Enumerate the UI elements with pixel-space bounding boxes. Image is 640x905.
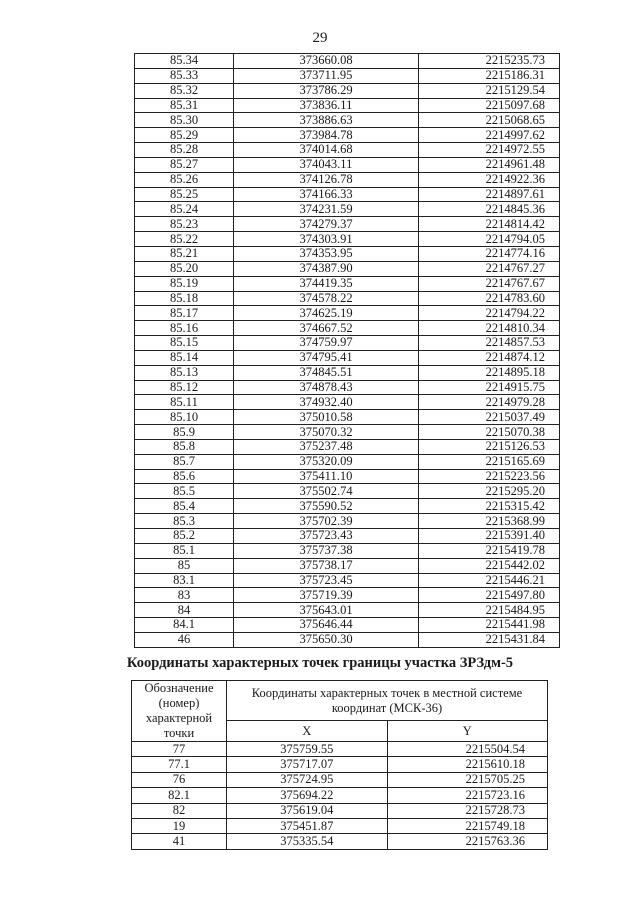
y-coordinate-cell: 2215728.73 <box>387 803 548 818</box>
table-row <box>135 469 560 484</box>
x-coordinate-cell: 375010.58 <box>234 410 419 425</box>
table-row <box>135 202 560 217</box>
x-coordinate-cell: 375717.07 <box>227 757 388 772</box>
table-row <box>135 261 560 276</box>
table-row <box>135 54 560 69</box>
y-coordinate-cell: 2215223.56 <box>419 469 560 484</box>
point-number-cell: 19 <box>132 818 227 833</box>
x-coordinate-cell: 374279.37 <box>234 217 419 232</box>
y-coordinate-cell: 2214857.53 <box>419 336 560 351</box>
x-coordinate-cell: 375502.74 <box>234 484 419 499</box>
y-coordinate-cell: 2215037.49 <box>419 410 560 425</box>
y-coordinate-cell: 2214874.12 <box>419 350 560 365</box>
point-number-cell: 85.3 <box>135 514 234 529</box>
y-coordinate-cell: 2215749.18 <box>387 818 548 833</box>
y-coordinate-cell: 2214961.48 <box>419 157 560 172</box>
y-coordinate-cell: 2215763.36 <box>387 834 548 849</box>
y-coordinate-cell: 2215419.78 <box>419 543 560 558</box>
y-coordinate-cell: 2215165.69 <box>419 454 560 469</box>
x-coordinate-cell: 375590.52 <box>234 499 419 514</box>
y-coordinate-cell: 2215705.25 <box>387 772 548 787</box>
table-row <box>135 172 560 187</box>
x-coordinate-cell: 373711.95 <box>234 68 419 83</box>
y-coordinate-cell: 2215186.31 <box>419 68 560 83</box>
x-coordinate-cell: 375694.22 <box>227 788 388 803</box>
y-coordinate-cell: 2215446.21 <box>419 573 560 588</box>
x-coordinate-cell: 375702.39 <box>234 514 419 529</box>
y-coordinate-cell: 2215368.99 <box>419 514 560 529</box>
table-row <box>135 157 560 172</box>
y-coordinate-cell: 2214814.42 <box>419 217 560 232</box>
table-row <box>135 128 560 143</box>
table-row <box>135 603 560 618</box>
x-coordinate-cell: 375619.04 <box>227 803 388 818</box>
y-coordinate-cell: 2215391.40 <box>419 529 560 544</box>
table-row <box>132 803 548 818</box>
table-row <box>135 276 560 291</box>
table-row <box>135 336 560 351</box>
y-coordinate-cell: 2214794.22 <box>419 306 560 321</box>
point-number-cell: 85.20 <box>135 261 234 276</box>
x-coordinate-cell: 373660.08 <box>234 54 419 69</box>
table-row <box>132 788 548 803</box>
x-coordinate-cell: 374419.35 <box>234 276 419 291</box>
y-coordinate-cell: 2214767.27 <box>419 261 560 276</box>
zrzdm5-table-body <box>132 742 548 850</box>
table-row <box>135 98 560 113</box>
point-number-cell: 85.11 <box>135 395 234 410</box>
point-number-cell: 85 <box>135 558 234 573</box>
x-column-header: X <box>227 721 388 742</box>
point-number-cell: 77 <box>132 742 227 757</box>
point-number-cell: 77.1 <box>132 757 227 772</box>
y-coordinate-cell: 2214997.62 <box>419 128 560 143</box>
y-coordinate-cell: 2215723.16 <box>387 788 548 803</box>
point-number-cell: 84 <box>135 603 234 618</box>
x-coordinate-cell: 375070.32 <box>234 425 419 440</box>
x-coordinate-cell: 374387.90 <box>234 261 419 276</box>
x-coordinate-cell: 375646.44 <box>234 618 419 633</box>
y-coordinate-cell: 2215484.95 <box>419 603 560 618</box>
table-row <box>135 529 560 544</box>
y-coordinate-cell: 2214972.55 <box>419 143 560 158</box>
point-number-cell: 85.5 <box>135 484 234 499</box>
x-coordinate-cell: 375650.30 <box>234 632 419 647</box>
table-row <box>135 380 560 395</box>
table-row <box>132 772 548 787</box>
y-coordinate-cell: 2215068.65 <box>419 113 560 128</box>
table-row <box>135 113 560 128</box>
point-number-cell: 85.28 <box>135 143 234 158</box>
y-coordinate-cell: 2214897.61 <box>419 187 560 202</box>
table-row <box>132 757 548 772</box>
point-number-cell: 85.22 <box>135 232 234 247</box>
x-coordinate-cell: 375237.48 <box>234 439 419 454</box>
y-coordinate-cell: 2214783.60 <box>419 291 560 306</box>
x-coordinate-cell: 374014.68 <box>234 143 419 158</box>
table-row <box>135 83 560 98</box>
point-number-cell: 85.15 <box>135 336 234 351</box>
y-coordinate-cell: 2215442.02 <box>419 558 560 573</box>
point-number-cell: 76 <box>132 772 227 787</box>
x-coordinate-cell: 373786.29 <box>234 83 419 98</box>
point-number-cell: 85.1 <box>135 543 234 558</box>
table-row <box>135 217 560 232</box>
y-coordinate-cell: 2214895.18 <box>419 365 560 380</box>
y-coordinate-cell: 2215504.54 <box>387 742 548 757</box>
point-number-cell: 85.19 <box>135 276 234 291</box>
y-coordinate-cell: 2215235.73 <box>419 54 560 69</box>
y-coordinate-cell: 2214767.67 <box>419 276 560 291</box>
y-coordinate-cell: 2214845.36 <box>419 202 560 217</box>
y-coordinate-cell: 2215070.38 <box>419 425 560 440</box>
x-coordinate-cell: 374932.40 <box>234 395 419 410</box>
x-coordinate-cell: 373886.63 <box>234 113 419 128</box>
point-number-cell: 85.8 <box>135 439 234 454</box>
coordinates-table-continued <box>134 53 560 648</box>
y-coordinate-cell: 2214774.16 <box>419 246 560 261</box>
point-number-cell: 85.2 <box>135 529 234 544</box>
x-coordinate-cell: 374845.51 <box>234 365 419 380</box>
table-row <box>135 573 560 588</box>
point-number-cell: 82 <box>132 803 227 818</box>
x-coordinate-cell: 375643.01 <box>234 603 419 618</box>
x-coordinate-cell: 374166.33 <box>234 187 419 202</box>
point-number-cell: 85.33 <box>135 68 234 83</box>
x-coordinate-cell: 374353.95 <box>234 246 419 261</box>
point-number-cell: 85.13 <box>135 365 234 380</box>
x-coordinate-cell: 375723.43 <box>234 529 419 544</box>
table-row <box>135 246 560 261</box>
point-number-cell: 85.25 <box>135 187 234 202</box>
point-number-cell: 84.1 <box>135 618 234 633</box>
table-row <box>135 232 560 247</box>
table-row <box>135 291 560 306</box>
table-row <box>135 558 560 573</box>
x-coordinate-cell: 373836.11 <box>234 98 419 113</box>
y-coordinate-cell: 2215497.80 <box>419 588 560 603</box>
coordinates-table-body <box>135 54 560 648</box>
point-number-cell: 82.1 <box>132 788 227 803</box>
table-row <box>135 499 560 514</box>
point-number-cell: 46 <box>135 632 234 647</box>
point-number-cell: 85.12 <box>135 380 234 395</box>
x-coordinate-cell: 374303.91 <box>234 232 419 247</box>
point-number-cell: 85.27 <box>135 157 234 172</box>
x-coordinate-cell: 374625.19 <box>234 306 419 321</box>
y-coordinate-cell: 2214810.34 <box>419 321 560 336</box>
table-header-row <box>132 681 548 721</box>
point-number-cell: 85.14 <box>135 350 234 365</box>
y-coordinate-cell: 2215431.84 <box>419 632 560 647</box>
y-coordinate-cell: 2214922.36 <box>419 172 560 187</box>
table-row <box>132 818 548 833</box>
x-coordinate-cell: 375411.10 <box>234 469 419 484</box>
x-coordinate-cell: 374878.43 <box>234 380 419 395</box>
table-row <box>135 350 560 365</box>
table-row <box>135 439 560 454</box>
y-coordinate-cell: 2215295.20 <box>419 484 560 499</box>
coordinates-system-header: Координаты характерных точек в местной системе координат (МСК-36) <box>227 681 548 721</box>
table-row <box>135 632 560 647</box>
table-row <box>135 143 560 158</box>
table-row <box>135 395 560 410</box>
point-number-cell: 85.23 <box>135 217 234 232</box>
x-coordinate-cell: 374578.22 <box>234 291 419 306</box>
point-number-cell: 85.4 <box>135 499 234 514</box>
point-number-cell: 85.18 <box>135 291 234 306</box>
y-coordinate-cell: 2215126.53 <box>419 439 560 454</box>
y-coordinate-cell: 2215129.54 <box>419 83 560 98</box>
page-number: 29 <box>312 30 328 46</box>
y-coordinate-cell: 2215610.18 <box>387 757 548 772</box>
point-number-cell: 85.16 <box>135 321 234 336</box>
table-row <box>135 306 560 321</box>
section-heading: Координаты характерных точек границы участка ЗРЗдм-5 <box>126 655 514 671</box>
x-coordinate-cell: 375335.54 <box>227 834 388 849</box>
y-coordinate-cell: 2215441.98 <box>419 618 560 633</box>
table-row <box>135 365 560 380</box>
point-number-cell: 85.30 <box>135 113 234 128</box>
point-number-cell: 85.7 <box>135 454 234 469</box>
table-row <box>135 321 560 336</box>
y-coordinate-cell: 2215097.68 <box>419 98 560 113</box>
point-number-cell: 85.9 <box>135 425 234 440</box>
y-coordinate-cell: 2214915.75 <box>419 380 560 395</box>
table-row <box>135 514 560 529</box>
point-number-cell: 83 <box>135 588 234 603</box>
x-coordinate-cell: 374126.78 <box>234 172 419 187</box>
point-number-cell: 85.29 <box>135 128 234 143</box>
table-row <box>132 834 548 849</box>
point-number-cell: 85.24 <box>135 202 234 217</box>
point-number-cell: 85.31 <box>135 98 234 113</box>
table-row <box>135 425 560 440</box>
point-number-cell: 83.1 <box>135 573 234 588</box>
table-row <box>135 410 560 425</box>
table-row <box>135 588 560 603</box>
point-number-header: Обозначение (номер) характерной точки <box>132 681 227 742</box>
x-coordinate-cell: 375719.39 <box>234 588 419 603</box>
x-coordinate-cell: 375451.87 <box>227 818 388 833</box>
x-coordinate-cell: 374043.11 <box>234 157 419 172</box>
x-coordinate-cell: 375320.09 <box>234 454 419 469</box>
point-number-cell: 85.6 <box>135 469 234 484</box>
table-row <box>135 187 560 202</box>
point-number-cell: 85.32 <box>135 83 234 98</box>
point-number-cell: 85.21 <box>135 246 234 261</box>
y-coordinate-cell: 2214794.05 <box>419 232 560 247</box>
table-row <box>135 484 560 499</box>
x-coordinate-cell: 374667.52 <box>234 321 419 336</box>
table-row <box>135 454 560 469</box>
y-column-header: Y <box>387 721 548 742</box>
x-coordinate-cell: 375724.95 <box>227 772 388 787</box>
table-row <box>132 742 548 757</box>
x-coordinate-cell: 374795.41 <box>234 350 419 365</box>
x-coordinate-cell: 375737.38 <box>234 543 419 558</box>
zrzdm5-coordinates-table <box>131 680 548 850</box>
point-number-cell: 85.10 <box>135 410 234 425</box>
x-coordinate-cell: 374759.97 <box>234 336 419 351</box>
table-row <box>135 543 560 558</box>
point-number-cell: 85.26 <box>135 172 234 187</box>
x-coordinate-cell: 375759.55 <box>227 742 388 757</box>
table-row <box>135 68 560 83</box>
x-coordinate-cell: 375723.45 <box>234 573 419 588</box>
point-number-cell: 41 <box>132 834 227 849</box>
point-number-cell: 85.34 <box>135 54 234 69</box>
x-coordinate-cell: 374231.59 <box>234 202 419 217</box>
x-coordinate-cell: 375738.17 <box>234 558 419 573</box>
point-number-cell: 85.17 <box>135 306 234 321</box>
x-coordinate-cell: 373984.78 <box>234 128 419 143</box>
y-coordinate-cell: 2215315.42 <box>419 499 560 514</box>
table-row <box>135 618 560 633</box>
y-coordinate-cell: 2214979.28 <box>419 395 560 410</box>
